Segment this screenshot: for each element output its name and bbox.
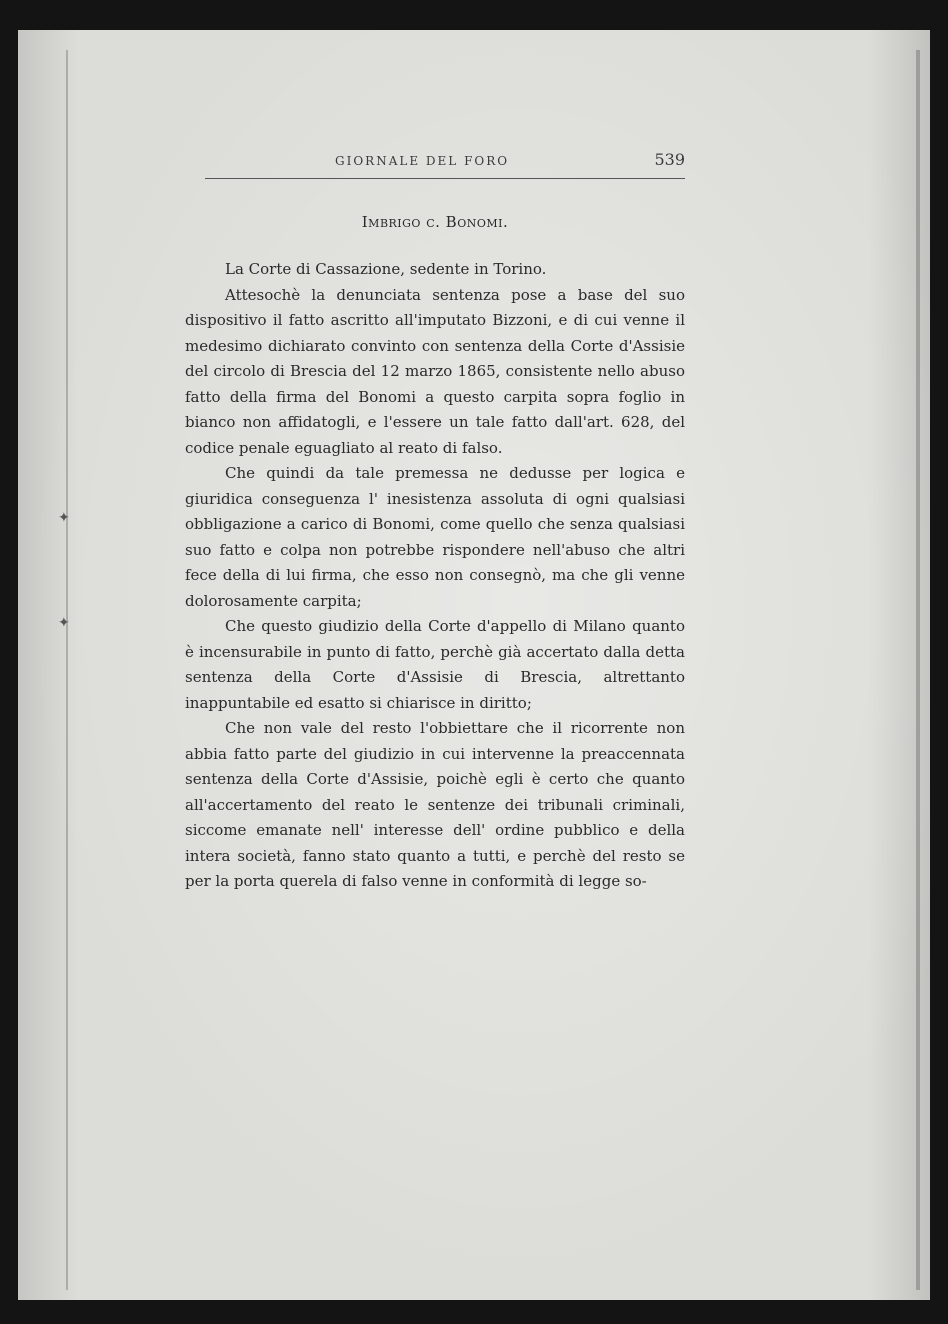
paragraph: Che quindi da tale premessa ne dedusse per logica e giuridica conseguenza l' inesistenza assoluta di ogni qualsiasi obbligazione a carico di Bonomi, come quello che senza qualsiasi suo fatto e colpa non potrebbe rispondere nell'abuso che altri fece della di lui firma, che esso non consegnò, ma che gli venne dolorosamente carpita; (185, 464, 685, 610)
case-title: Imbrigo c. Bonomi. (361, 213, 509, 231)
text-block (185, 150, 685, 895)
page-edge (916, 50, 920, 1290)
court-line: La Corte di Cassazione, sedente in Torino. (225, 260, 547, 278)
paragraph: Che questo giudizio della Corte d'appello di Milano quanto è incensurabile in punto di fatto, perchè già accertato dalla detta sentenza della Corte d'Assisie di Brescia, altrettanto inappuntabile ed esatto si chiarisce in diritto; (185, 617, 685, 712)
margin-mark: ✦ (58, 510, 70, 526)
paragraph: Attesochè la denunciata sentenza pose a base del suo dispositivo il fatto ascritto all'imputato Bizzoni, e di cui venne il medesimo dichiarato convinto con sentenza della Corte d'Assisie del circolo di Brescia del 12 marzo 1865, consistente nello abuso fatto della firma del Bonomi a questo carpita sopra foglio in bianco non affidatogli, e l'essere un tale fatto dall'art. 628, del codice penale eguagliato al reato di falso. (185, 285, 685, 457)
margin-mark: ✦ (58, 615, 70, 631)
page-gutter (66, 50, 68, 1290)
running-head (185, 150, 685, 176)
header-rule (205, 178, 685, 179)
running-title: GIORNALE DEL FORO (335, 154, 510, 168)
page-number: 539 (654, 150, 685, 169)
paragraph: Che non vale del resto l'obbiettare che il ricorrente non abbia fatto parte del giudizio in cui intervenne la preaccennata sentenza della Corte d'Assisie, poichè egli è certo che quanto all'accertamento del reato le sentenze dei tribunali criminali, siccome emanate nell' interesse dell' ordine pubblico e della intera società, fanno stato quanto a tutti, e perchè del resto se per la porta querela di falso venne in conformità di legge so- (185, 719, 685, 890)
